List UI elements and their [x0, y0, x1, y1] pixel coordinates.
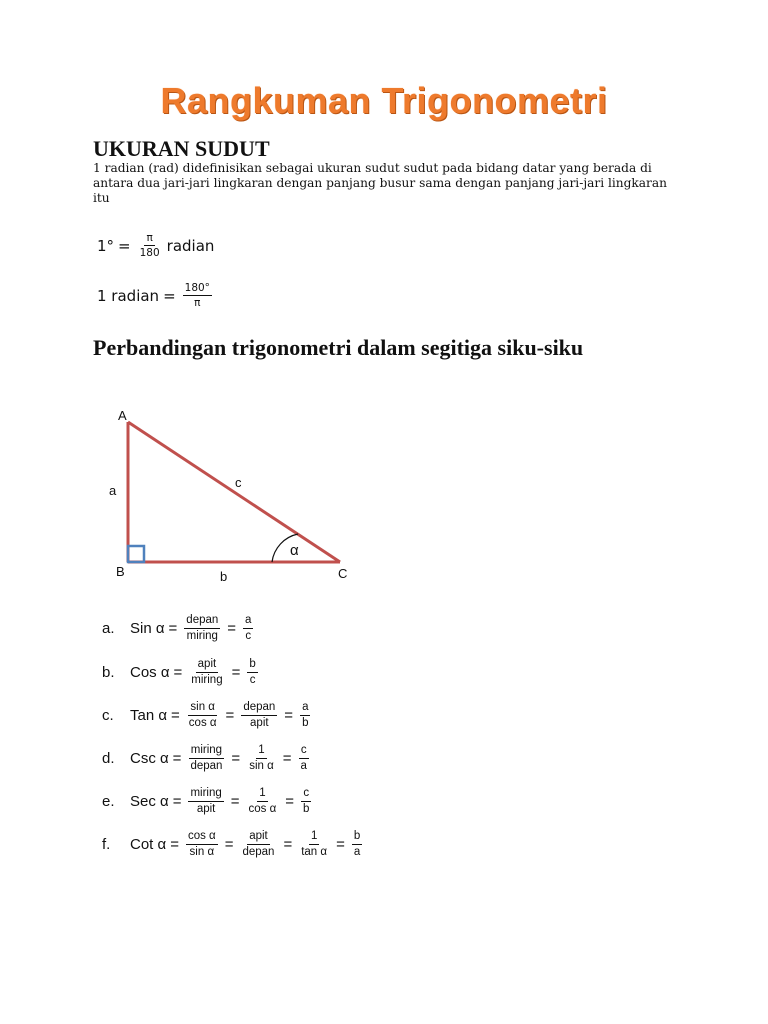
denominator: depan	[190, 760, 223, 772]
side-b-label: b	[220, 569, 228, 584]
numerator: apit	[196, 658, 219, 673]
formula-cot	[102, 830, 365, 859]
fraction	[138, 232, 162, 259]
equals-sign: =	[173, 664, 183, 681]
numerator: depan	[184, 614, 220, 629]
denominator: cos α	[188, 717, 217, 729]
denominator: sin α	[249, 760, 274, 772]
denominator: c	[245, 630, 252, 642]
equals-sign: =	[170, 836, 179, 853]
numerator: 1	[309, 830, 319, 845]
fraction	[243, 614, 253, 643]
function-name: Sec α	[130, 793, 169, 810]
denominator: a	[300, 760, 307, 772]
section-heading-ukuran-sudut: UKURAN SUDUT	[93, 136, 270, 161]
numerator: 1	[256, 744, 266, 759]
formula-lhs: 1 radian	[97, 286, 160, 305]
equals-sign: =	[230, 793, 240, 810]
fraction	[301, 787, 311, 816]
denominator: tan α	[301, 846, 328, 858]
radian-to-degree-formula	[97, 282, 215, 309]
numerator: c	[299, 744, 309, 759]
equals-sign: =	[171, 707, 180, 724]
numerator: 180°	[184, 282, 210, 294]
fraction	[240, 830, 276, 859]
denominator: cos α	[248, 803, 277, 815]
formula-tan	[102, 701, 313, 730]
equals-sign: =	[225, 707, 235, 724]
equals-sign: =	[231, 664, 241, 681]
function-name: Sin α	[130, 620, 165, 637]
denominator: apit	[250, 717, 269, 729]
equals-sign: =	[118, 236, 131, 255]
denominator: π	[194, 297, 201, 309]
fraction	[247, 744, 276, 773]
numerator: a	[243, 614, 253, 629]
fraction	[247, 658, 257, 687]
denominator: c	[249, 674, 256, 686]
equals-sign: =	[231, 750, 241, 767]
equals-sign: =	[163, 286, 176, 305]
fraction	[189, 658, 224, 687]
fraction	[247, 787, 279, 816]
numerator: 1	[257, 787, 267, 802]
item-letter: c.	[102, 707, 114, 724]
right-triangle-diagram	[100, 400, 370, 590]
fraction	[188, 787, 223, 816]
numerator: π	[146, 232, 153, 244]
formula-sin	[102, 614, 256, 643]
angle-alpha-label: α	[290, 542, 299, 559]
numerator: sin α	[188, 701, 217, 716]
fraction	[186, 830, 218, 859]
vertex-b-label: B	[116, 564, 125, 579]
numerator: miring	[188, 787, 223, 802]
equals-sign: =	[283, 836, 293, 853]
denominator: b	[303, 803, 310, 815]
equals-sign: =	[284, 707, 294, 724]
fraction	[300, 701, 310, 730]
fraction	[352, 830, 362, 859]
denominator: depan	[242, 846, 275, 858]
section-heading-perbandingan: Perbandingan trigonometri dalam segitiga siku-siku	[93, 335, 584, 360]
fraction	[184, 614, 220, 643]
equals-sign: =	[227, 620, 237, 637]
item-letter: d.	[102, 750, 115, 767]
denominator: sin α	[189, 846, 215, 858]
equals-sign: =	[224, 836, 234, 853]
denominator: apit	[196, 803, 216, 815]
function-name: Cot α	[130, 836, 167, 853]
right-angle-marker	[128, 546, 144, 562]
formula-csc	[102, 744, 312, 773]
denominator: miring	[191, 674, 223, 686]
function-name: Cos α	[130, 664, 170, 681]
function-name: Csc α	[130, 750, 169, 767]
formula-cos	[102, 658, 261, 687]
equals-sign: =	[168, 620, 178, 637]
page-title: Rangkuman Trigonometri	[160, 80, 608, 121]
numerator: b	[247, 658, 257, 673]
fraction	[188, 744, 224, 773]
side-c-line	[128, 422, 340, 562]
fraction	[183, 282, 212, 309]
numerator: b	[352, 830, 362, 845]
item-letter: a.	[102, 620, 115, 637]
denominator: b	[302, 717, 309, 729]
side-c-label: c	[235, 475, 242, 490]
equals-sign: =	[282, 750, 292, 767]
numerator: c	[301, 787, 311, 802]
numerator: miring	[189, 744, 224, 759]
numerator: cos α	[186, 830, 218, 845]
formula-sec	[102, 787, 314, 816]
radian-definition: 1 radian (rad) didefinisikan sebagai ukuran sudut sudut pada bidang datar yang berada di antara dua jari-jari lingkaran dengan panjang busur sama dengan panjang jari-jari lingkaran itu	[93, 161, 668, 205]
formula-lhs: 1°	[97, 236, 115, 255]
formula-unit: radian	[166, 236, 215, 255]
degree-to-radian-formula	[97, 232, 214, 259]
item-letter: f.	[102, 836, 111, 853]
vertex-c-label: C	[338, 566, 348, 581]
equals-sign: =	[172, 793, 182, 810]
numerator: apit	[247, 830, 270, 845]
fraction	[299, 744, 309, 773]
equals-sign: =	[336, 836, 345, 853]
function-name: Tan α	[130, 707, 168, 724]
numerator: a	[300, 701, 310, 716]
fraction	[241, 701, 277, 730]
item-letter: b.	[102, 664, 115, 681]
denominator: a	[353, 846, 361, 858]
denominator: miring	[186, 630, 218, 642]
vertex-a-label: A	[118, 408, 127, 423]
side-a-label: a	[109, 483, 117, 498]
fraction	[299, 830, 329, 859]
equals-sign: =	[285, 793, 295, 810]
denominator: 180	[139, 247, 160, 259]
fraction	[187, 701, 219, 730]
item-letter: e.	[102, 793, 115, 810]
equals-sign: =	[172, 750, 182, 767]
numerator: depan	[241, 701, 277, 716]
